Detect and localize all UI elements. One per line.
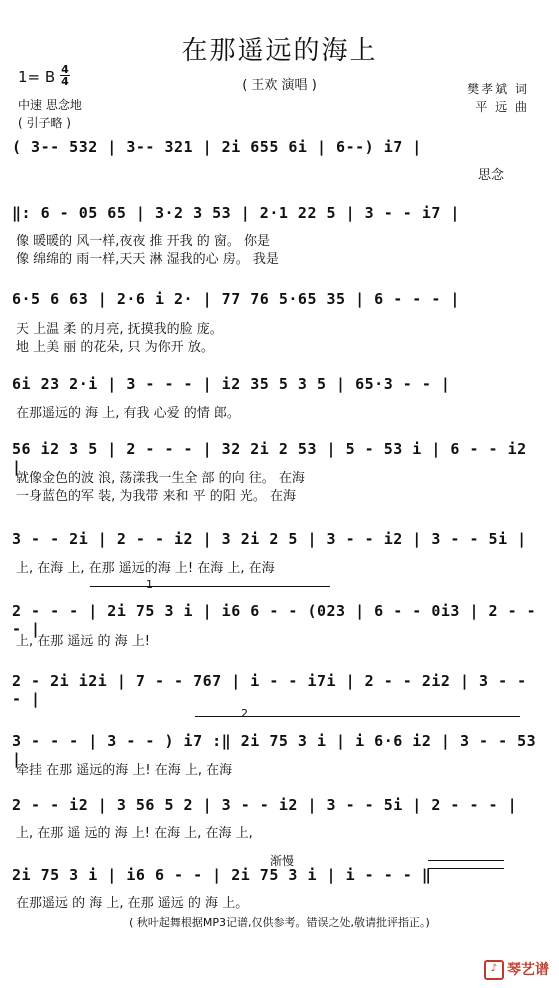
lyric-line: 牵挂 在那 遥远的海 上! 在海 上, 在海 <box>16 763 233 778</box>
site-logo <box>484 959 549 980</box>
score-row: ( 3-- 532 | 3-- 321 | 2i 655 6i | 6--) i7 | <box>12 138 422 156</box>
score-row: 2i 75 3 i | i6 6 - - | 2i 75 3 i | i - - - ‖ <box>12 866 432 884</box>
score-row: ‖: 6 - 05 65 | 3·2 3 53 | 2·1 22 5 | 3 - - i7 | <box>12 204 460 222</box>
intro-note: ( 引子略 ) <box>18 116 71 130</box>
music-logo-icon: ♪ <box>484 960 504 980</box>
lyric-line: 上, 在那 遥远 的 海 上! <box>16 634 151 649</box>
score-row: 6·5 6 63 | 2·6 i 2· | 77 76 5·65 35 | 6 - - - | <box>12 290 460 308</box>
logo-text: 琴艺谱 <box>507 962 549 978</box>
volta-number: 2 <box>241 707 248 720</box>
footer-note: ( 秋叶起舞根据MP3记谱,仅供参考。错误之处,敬请批评指正。) <box>129 916 430 929</box>
key-signature: 1= B <box>18 68 56 86</box>
composer-credit: 平 远 曲 <box>475 100 529 114</box>
lyric-line: 像 绵绵的 雨一样,天天 淋 湿我的心 房。 我是 <box>16 252 279 267</box>
tempo-marking: 中速 思念地 <box>18 98 82 112</box>
lyric-line: 思念 <box>478 168 505 183</box>
score-row: 6i 23 2·i | 3 - - - | i2 35 5 3 5 | 65·3 - - | <box>12 375 451 393</box>
volta-bracket <box>90 586 330 587</box>
lyric-line: 在那遥远 的 海 上, 在那 遥远 的 海 上。 <box>16 896 249 911</box>
song-title: 在那遥远的海上 <box>181 36 378 66</box>
tempo-change-marking: 渐慢 <box>270 854 295 868</box>
score-row: 3 - - 2i | 2 - - i2 | 3 2i 2 5 | 3 - - i2 | 3 - - 5i | <box>12 530 527 548</box>
singer-credit: ( 王欢 演唱 ) <box>242 78 317 93</box>
lyric-line: 天 上温 柔 的月亮, 抚摸我的脸 庞。 <box>16 322 223 337</box>
lyric-line: 上, 在海 上, 在那 遥远的海 上! 在海 上, 在海 <box>16 561 275 576</box>
lyricist-credit: 樊孝斌 词 <box>467 82 529 96</box>
lyric-line: 一身蓝色的军 装, 为我带 来和 平 的阳 光。 在海 <box>16 489 297 504</box>
lyric-line: 地 上美 丽 的花朵, 只 为你开 放。 <box>16 340 214 355</box>
hairpin-line <box>428 860 504 861</box>
score-row: 3 - - - | 3 - - ) i7 :‖ 2i 75 3 i | i 6·6 i2 | 3 - - 53 | <box>12 732 537 768</box>
volta-number: 1 <box>146 578 153 591</box>
score-row: 2 - 2i i2i | 7 - - 767 | i - - i7i | 2 - - 2i2 | 3 - - - | <box>12 672 527 708</box>
time-signature-bottom: 4 <box>61 75 69 88</box>
score-row: 56 i2 3 5 | 2 - - - | 32 2i 2 53 | 5 - 53 i | 6 - - i2 | <box>12 440 527 476</box>
score-row: 2 - - - | 2i 75 3 i | i6 6 - - (023 | 6 - - 0i3 | 2 - - - | <box>12 602 537 638</box>
lyric-line: 像 暖暖的 风一样,夜夜 推 开我 的 窗。 你是 <box>16 234 271 249</box>
lyric-line: 上, 在那 遥 远的 海 上! 在海 上, 在海 上, <box>16 826 253 841</box>
time-signature-top: 4 <box>61 63 69 76</box>
lyric-line: 在那遥远的 海 上, 有我 心爱 的情 郎。 <box>16 406 240 421</box>
lyric-line: 就像金色的波 浪, 荡漾我一生全 部 的向 往。 在海 <box>16 471 305 486</box>
score-row: 2 - - i2 | 3 56 5 2 | 3 - - i2 | 3 - - 5i | 2 - - - | <box>12 796 518 814</box>
